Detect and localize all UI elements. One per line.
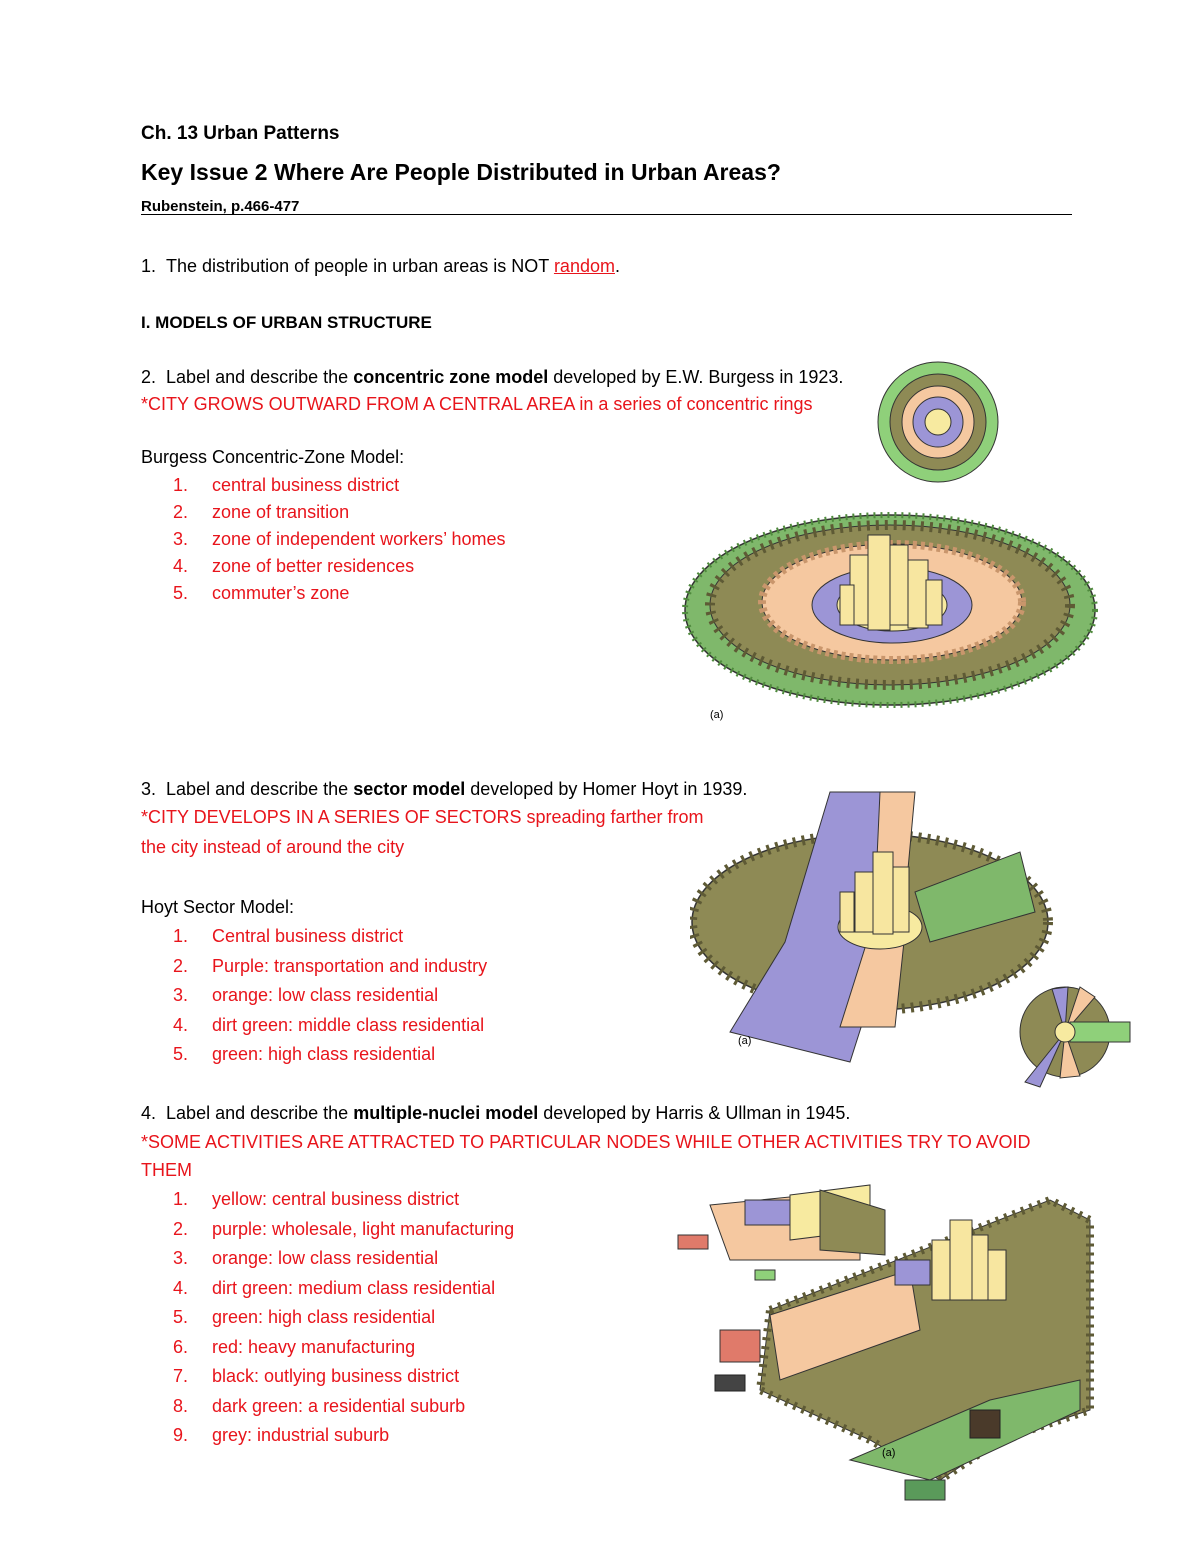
list-title-burgess: Burgess Concentric-Zone Model:: [141, 447, 405, 467]
list-item-label: orange: low class residential: [212, 1248, 439, 1268]
list-item-number: 4.: [173, 556, 189, 576]
list-item-label: purple: wholesale, light manufacturing: [212, 1218, 515, 1239]
list-item-label: central business district: [212, 475, 400, 495]
concentric-zone-figure: [680, 360, 1120, 730]
list-item-number: 9.: [173, 1425, 189, 1445]
sector-model-figure: [690, 782, 1140, 1092]
question-1: [141, 255, 620, 277]
list-item-number: 4.: [173, 1014, 189, 1035]
list-item-label: black: outlying business district: [212, 1366, 460, 1386]
list-item-label: orange: low class residential: [212, 985, 439, 1005]
figure-caption: (a): [882, 1447, 896, 1459]
list-item-label: dirt green: medium class residential: [212, 1277, 496, 1298]
list-item-number: 3.: [173, 529, 189, 549]
list-item-label: green: high class residential: [212, 1044, 436, 1064]
question-text-end: developed by E.W. Burgess in 1923.: [553, 367, 844, 387]
list-item-number: 5.: [173, 1307, 189, 1327]
list-item-number: 4.: [173, 1277, 189, 1298]
chapter-heading: Ch. 13 Urban Patterns: [141, 123, 340, 144]
question-text: Label and describe the: [166, 779, 349, 799]
answer-sector-line2: the city instead of around the city: [141, 837, 405, 857]
list-item-number: 2.: [173, 955, 189, 976]
list-item-label: Purple: transportation and industry: [212, 955, 488, 976]
answer-sector-line1: *CITY DEVELOPS IN A SERIES OF SECTORS spreading farther from: [141, 807, 704, 827]
list-item-label: commuter’s zone: [212, 583, 350, 603]
question-number: 2.: [141, 367, 157, 387]
list-item-number: 2.: [173, 502, 189, 522]
figure-caption: (a): [738, 1035, 752, 1047]
concentric-legend-rings: [878, 362, 998, 482]
model-term: concentric zone model: [353, 367, 549, 387]
list-item-label: grey: industrial suburb: [212, 1425, 390, 1445]
question-4: [141, 1102, 850, 1124]
answer-nuclei-line1: *SOME ACTIVITIES ARE ATTRACTED TO PARTICULAR NODES WHILE OTHER ACTIVITIES TRY TO AVOID: [141, 1132, 1031, 1152]
list-item-label: yellow: central business district: [212, 1189, 460, 1209]
question-3: [141, 778, 747, 800]
list-item-number: 8.: [173, 1395, 189, 1416]
question-number: 3.: [141, 779, 157, 799]
sector-city-illustration: [692, 792, 1048, 1062]
list-item-label: Central business district: [212, 926, 404, 946]
list-item-number: 1.: [173, 926, 189, 946]
question-punct: .: [614, 256, 620, 276]
list-item-number: 3.: [173, 985, 189, 1005]
list-item-number: 5.: [173, 1044, 189, 1064]
list-item-label: dark green: a residential suburb: [212, 1395, 466, 1416]
header-divider: [141, 214, 1072, 215]
answer-nuclei-line2: THEM: [141, 1160, 192, 1180]
question-number: 1.: [141, 256, 157, 276]
list-item-number: 7.: [173, 1366, 189, 1386]
sector-legend-pie: [1020, 987, 1130, 1087]
section-heading: I. MODELS OF URBAN STRUCTURE: [141, 313, 432, 332]
list-item-label: zone of better residences: [212, 556, 415, 576]
question-text-end: developed by Harris & Ullman in 1945.: [543, 1103, 851, 1123]
list-item-label: dirt green: middle class residential: [212, 1014, 485, 1035]
question-text: Label and describe the: [166, 367, 349, 387]
list-title-hoyt: Hoyt Sector Model:: [141, 897, 295, 917]
list-item-label: red: heavy manufacturing: [212, 1336, 416, 1357]
question-text: The distribution of people in urban areas is NOT: [166, 256, 549, 276]
concentric-city-illustration: [685, 515, 1095, 705]
question-number: 4.: [141, 1103, 157, 1123]
list-item-number: 3.: [173, 1248, 189, 1268]
figure-caption: (a): [710, 709, 724, 721]
list-item-number: 6.: [173, 1336, 189, 1357]
question-text-end: developed by Homer Hoyt in 1939.: [470, 779, 748, 799]
list-item-label: zone of independent workers’ homes: [212, 529, 506, 549]
list-item-number: 2.: [173, 1218, 189, 1239]
answer-concentric: *CITY GROWS OUTWARD FROM A CENTRAL AREA in a series of concentric rings: [141, 394, 813, 414]
page-title: Key Issue 2 Where Are People Distributed in Urban Areas?: [141, 159, 781, 185]
list-item-number: 1.: [173, 475, 189, 495]
list-item-label: zone of transition: [212, 502, 350, 522]
list-item-number: 1.: [173, 1189, 189, 1209]
multiple-nuclei-figure: [670, 1180, 1100, 1510]
model-term: multiple-nuclei model: [353, 1103, 539, 1123]
list-item-number: 5.: [173, 583, 189, 603]
question-text: Label and describe the: [166, 1103, 349, 1123]
answer-random: random: [553, 256, 615, 276]
source-reference: Rubenstein, p.466-477: [141, 198, 300, 215]
list-item-label: green: high class residential: [212, 1307, 436, 1327]
model-term: sector model: [353, 779, 466, 799]
